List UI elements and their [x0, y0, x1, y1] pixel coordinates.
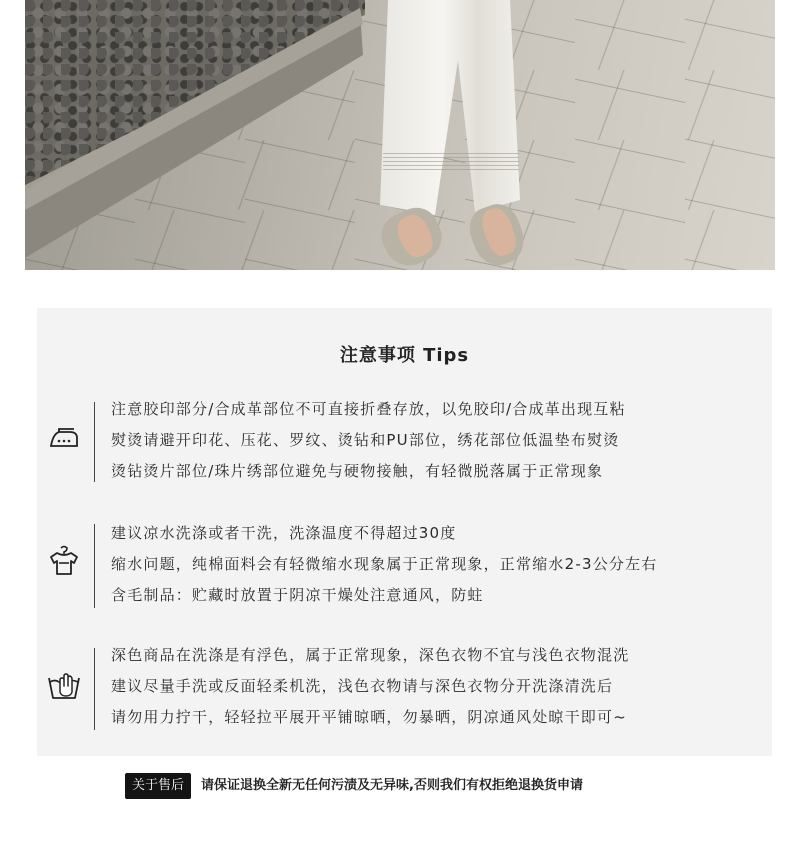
care-tips-panel — [37, 308, 772, 756]
tip-line: 建议尽量手洗或反面轻柔机洗，浅色衣物请与深色衣物分开洗涤清洗后 — [111, 677, 614, 695]
tip-line: 缩水问题，纯棉面料会有轻微缩水现象属于正常现象，正常缩水2-3公分左右 — [111, 555, 658, 573]
tip-line: 含毛制品：贮藏时放置于阴凉干燥处注意通风，防蛀 — [111, 586, 484, 604]
section-divider — [94, 648, 95, 730]
tips-title: 注意事项 Tips — [339, 345, 470, 366]
tip-line: 注意胶印部分/合成革部位不可直接折叠存放，以免胶印/合成革出现互粘 — [111, 400, 626, 418]
after-sales-notice: 请保证退换全新无任何污渍及无异味,否则我们有权拒绝退换货申请 — [201, 778, 583, 793]
section-divider — [94, 402, 95, 482]
tip-line: 深色商品在洗涤是有浮色，属于正常现象，深色衣物不宜与浅色衣物混洗 — [111, 646, 630, 664]
product-photo — [25, 0, 775, 270]
section-divider — [94, 524, 95, 608]
tip-line: 请勿用力拧干，轻轻拉平展开平铺晾晒，勿暴晒，阴凉通风处晾干即可~ — [111, 708, 627, 726]
iron-icon — [47, 421, 81, 455]
shirt-care-icon — [47, 543, 81, 577]
after-sales-badge: 关于售后 — [125, 773, 191, 799]
pants-pintuck-detail — [383, 150, 519, 170]
tip-line: 熨烫请避开印花、压花、罗纹、烫钻和PU部位，绣花部位低温垫布熨烫 — [111, 431, 620, 449]
hand-wash-icon — [47, 668, 81, 702]
tip-line: 建议凉水洗涤或者干洗，洗涤温度不得超过30度 — [111, 524, 457, 542]
tip-line: 烫钻烫片部位/珠片绣部位避免与硬物接触，有轻微脱落属于正常现象 — [111, 462, 604, 480]
